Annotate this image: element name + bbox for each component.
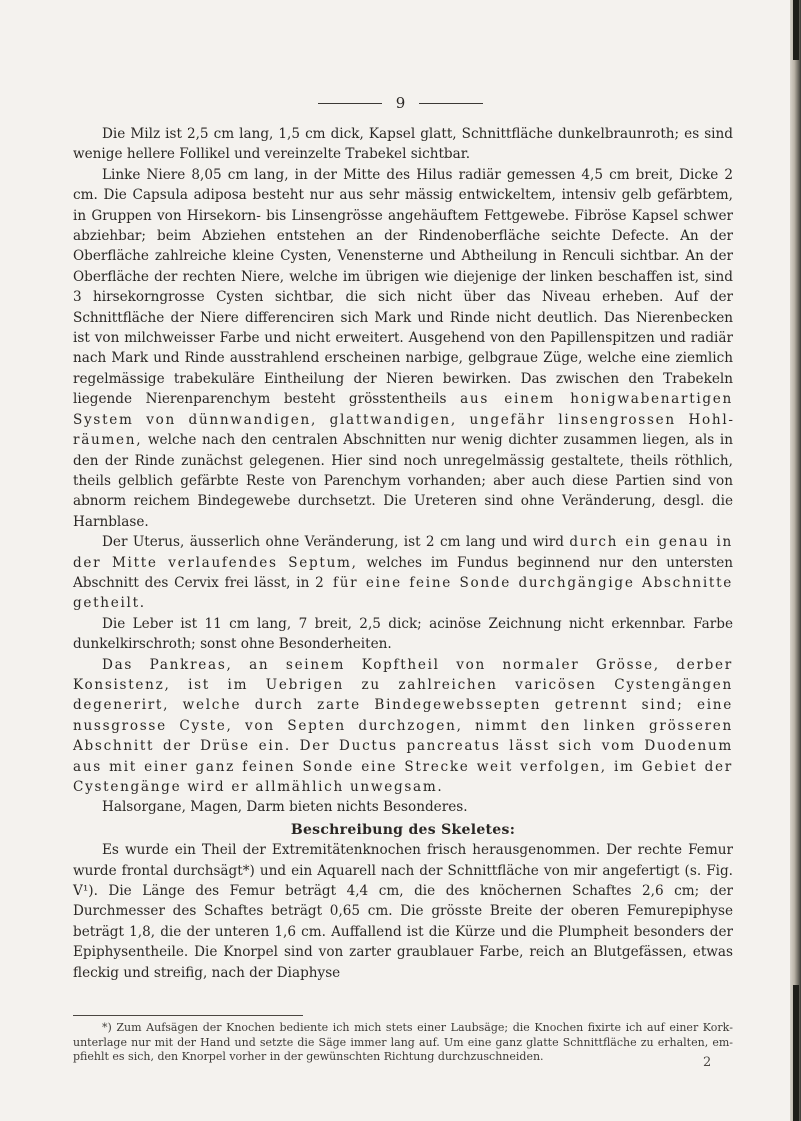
paragraph-other-organs: [73, 797, 733, 817]
text-span: Linke Niere 8,05 cm lang, in der Mitte des Hilus radiär gemessen 4,5 cm breit, Dicke 2 cm. Die Capsula adiposa besteht nur aus sehr mässig entwickeltem, intensiv gelb gefärbtem, in Gruppen von Hirsekorn- bis Linsengrösse angehäuftem Fettgewebe. Fibröse Kapsel schwer abziehbar; beim Abziehen entstehen an der Rindenoberfläche seichte Defecte. An der Oberfläche zahlreiche kleine Cysten, Venensterne und Abtheilung in Renculi sichtbar. An der Oberfläche der rechten Niere, welche im übrigen wie diejenige der linken beschaffen ist, sind 3 hirsekorngrosse Cysten sichtbar, die sich nicht über das Niveau erheben. Auf der Schnittfläche der Niere differenciren sich Mark und Rinde nicht deutlich. Das Nierenbecken ist von milchweisser Farbe und nicht erweitert. Ausgehend von den Papillenspitzen und radiär nach Mark und Rinde ausstrahlend erscheinen narbige, gelbgraue Züge, welche eine ziemlich regelmässige trabekuläre Eintheilung der Nieren bewirken. Das zwischen den Trabekeln liegende Nierenparenchym besteht grösstentheils: [73, 166, 733, 408]
header-rule-left: [318, 103, 382, 104]
text-span: Der Uterus, äusserlich ohne Veränderung, ist 2 cm lang und wird: [102, 534, 564, 551]
text-span: Halsorgane, Magen, Darm bieten nichts Besonderes.: [102, 799, 468, 816]
text-span: welche nach den centralen Abschnitten nur wenig dichter zusammen liegen, als in den der Rinde zunächst gelegenen. Hier sind noch unregelmässig gestaltete, theils röthlich, theils gelblich gefärbte Reste von Parenchym vorhanden; aber auch diese Partien sind von abnorm reichem Bindegewebe durchsetzt. Die Ureteren sind ohne Veränderung, desgl. die Harnblase.: [73, 432, 733, 530]
text-span: Es wurde ein Theil der Extremitätenknochen frisch herausgenommen. Der rechte Femur wurde frontal durchsägt*) und ein Aquarell nach der Schnittfläche von mir angefertigt (s. Fig. V¹). Die Länge des Femur beträgt 4,4 cm, die des knöchernen Schaftes 2,6 cm; der Durchmesser des Schaftes beträgt 0,65 cm. Die grösste Breite der oberen Femurepiphyse beträgt 1,8, die der unteren 1,6 cm. Auffallend ist die Kürze und die Plumpheit besonders der Epiphysentheile. Die Knorpel sind von zarter graublauer Farbe, reich an Blutgefässen, etwas fleckig und streifig, nach der Diaphyse: [73, 842, 733, 981]
spaced-text: aus einem honigwabenartigen System von dünnwandigen, glattwandigen, ungefähr linsengrossen Hohlräumen,: [73, 391, 734, 449]
scan-edge: [790, 0, 801, 1121]
page-number: 9: [395, 94, 406, 112]
paragraph-uterus: [73, 532, 733, 614]
paragraph-pancreas: [73, 655, 733, 798]
text-span: Die Leber ist 11 cm lang, 7 breit, 2,5 dick; acinöse Zeichnung nicht erkennbar. Farbe dunkelkirschroth; sonst ohne Besonderheiten.: [73, 615, 733, 653]
spaced-text: 2 für eine feine Sonde durchgängige Abschnitte getheilt.: [73, 574, 733, 612]
text-span: welches im Fundus beginnend nur den untersten Abschnitt des Cervix frei lässt, in: [73, 554, 734, 591]
section-heading: Beschreibung des Skeletes:: [290, 821, 516, 838]
paragraph-skeleton: [73, 840, 733, 983]
paragraph-spleen: [73, 124, 733, 165]
header-rule-right: [419, 103, 483, 104]
footnote-rule: [73, 1015, 303, 1016]
signature-mark: 2: [703, 1055, 712, 1070]
paragraph-kidney: [73, 165, 733, 532]
text-span: Die Milz ist 2,5 cm lang, 1,5 cm dick, Kapsel glatt, Schnittfläche dunkelbraunroth; es sind wenige hellere Follikel und vereinzelte Trabekel sichtbar.: [73, 126, 733, 163]
scan-edge-mark: [793, 985, 799, 1121]
footnote: *) Zum Aufsägen der Knochen bediente ich mich stets einer Laubsäge; die Knochen fixirte ich auf einer Korkunterlage nur mit der Hand und setzte die Säge immer lang auf. Um eine ganz glatte Schnittfläche zu erhalten, empfiehlt es sich, den Knorpel vorher in der gewünschten Richtung durchzuschneiden.: [73, 1021, 733, 1063]
page-header: [0, 93, 801, 113]
body-text: [73, 124, 733, 983]
spaced-text: durch ein genau in der Mitte verlaufendes Septum,: [73, 534, 733, 571]
scan-edge-mark: [793, 0, 799, 60]
paragraph-liver: [73, 614, 733, 655]
spaced-text: Das Pankreas, an seinem Kopftheil von normaler Grösse, derber Konsistenz, ist im Uebrigen zu zahlreichen varicösen Cystengängen degenerirt, welche durch zarte Bindegewebssepten getrennt sind; eine nussgrosse Cyste, von Septen durchzogen, nimmt den linken grösseren Abschnitt der Drüse ein. Der Ductus pancreatus lässt sich vom Duodenum aus mit einer ganz feinen Sonde eine Strecke weit verfolgen, im Gebiet der Cystengänge wird er allmählich unwegsam.: [73, 656, 733, 795]
